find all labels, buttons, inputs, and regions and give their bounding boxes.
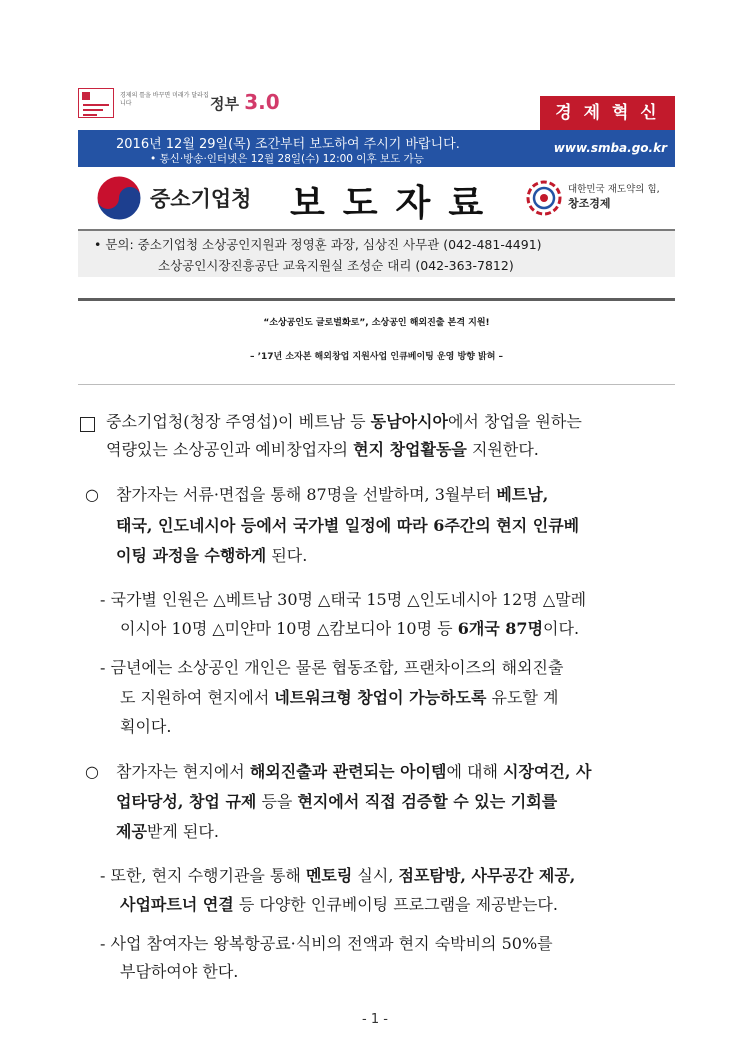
paragraph-3-line-1: - 국가별 인원은 △베트남 30명 △태국 15명 △인도네시아 12명 △말레	[100, 590, 587, 609]
circle-bullet-icon: ○	[85, 762, 99, 781]
government-logo-icon	[78, 88, 114, 118]
paragraph-3-line-2: 이시아 10명 △미얀마 10명 △캄보디아 10명 등 6개국 87명이다.	[120, 619, 580, 638]
paragraph-1-line-2: 역량있는 소상공인과 예비창업자의 현지 창업활동을 지원한다.	[106, 440, 539, 459]
emblem-caption-line2: 창조경제	[568, 197, 611, 210]
paragraph-5-line-3: 제공받게 된다.	[116, 822, 219, 841]
gov-label: 정부	[210, 95, 239, 113]
economic-innovation-tab: 경 제 혁 신	[540, 96, 675, 130]
paragraph-5-line-1: 참가자는 현지에서 해외진출과 관련되는 아이템에 대해 시장여건, 사	[116, 762, 592, 781]
embargo-notice: 2016년 12월 29일(목) 조간부터 보도하여 주시기 바랍니다.	[116, 137, 460, 152]
page-number: - 1 -	[362, 1012, 388, 1027]
paragraph-2-line-1: 참가자는 서류·면접을 통해 87명을 선발하며, 3월부터 베트남,	[116, 485, 549, 504]
emblem-caption-line1: 대한민국 재도약의 힘,	[568, 184, 660, 195]
paragraph-4-line-1: - 금년에는 소상공인 개인은 물론 협동조합, 프랜차이즈의 해외진출	[100, 658, 564, 677]
circle-bullet-icon: ○	[85, 485, 99, 504]
headline-box	[78, 298, 675, 385]
paragraph-6-line-1: - 또한, 현지 수행기관을 통해 멘토링 실시, 점포탐방, 사무공간 제공,	[100, 866, 576, 885]
document-type-title: 보도자료	[290, 182, 502, 224]
sub-headline: – ’17년 소자본 해외창업 지원사업 인큐베이팅 운영 방향 밝혀 –	[249, 352, 504, 362]
paragraph-2-line-3: 이팅 과정을 수행하게 된다.	[116, 546, 308, 565]
gov30-logo	[210, 90, 280, 114]
gov-version: 3.0	[244, 90, 280, 114]
paragraph-6-line-2: 사업파트너 연결 등 다양한 인큐베이팅 프로그램을 제공받는다.	[120, 895, 558, 914]
website-url[interactable]: www.smba.go.kr	[553, 141, 667, 155]
org-header-row	[78, 167, 675, 229]
taegeuk-logo-icon	[96, 175, 142, 221]
creative-economy-emblem-icon	[526, 180, 562, 216]
emblem-caption	[568, 183, 660, 211]
gov-slogan: 경제의 틀을 바꾸면 미래가 달라집니다	[120, 92, 209, 107]
checkbox-bullet-icon	[80, 417, 95, 432]
paragraph-7-line-2: 부담하여야 한다.	[120, 962, 239, 981]
paragraph-1-line-1: 중소기업청(청장 주영섭)이 베트남 등 동남아시아에서 창업을 원하는	[106, 412, 582, 431]
embargo-broadcast-note: • 통신·방송·인터넷은 12월 28일(수) 12:00 이후 보도 가능	[150, 153, 424, 165]
main-headline: “소상공인도 글로벌화로”, 소상공인 해외진출 본격 지원!	[263, 318, 490, 328]
embargo-bar	[78, 130, 675, 167]
paragraph-4-line-2: 도 지원하여 현지에서 네트워크형 창업이 가능하도록 유도할 계	[120, 688, 559, 707]
paragraph-2-line-2: 태국, 인도네시아 등에서 국가별 일정에 따라 6주간의 현지 인큐베	[116, 516, 580, 535]
contact-line-1: • 문의: 중소기업청 소상공인지원과 정영훈 과장, 심상진 사무관 (042-481-4491)	[94, 237, 542, 252]
org-name: 중소기업청	[150, 187, 252, 211]
paragraph-4-line-3: 획이다.	[120, 717, 172, 736]
paragraph-5-line-2: 업타당성, 창업 규제 등을 현지에서 직접 검증할 수 있는 기회를	[116, 792, 558, 811]
contact-box	[78, 229, 675, 277]
paragraph-7-line-1: - 사업 참여자는 왕복항공료·식비의 전액과 현지 숙박비의 50%를	[100, 934, 553, 953]
contact-line-2: 소상공인시장진흥공단 교육지원실 조성순 대리 (042-363-7812)	[158, 258, 514, 273]
